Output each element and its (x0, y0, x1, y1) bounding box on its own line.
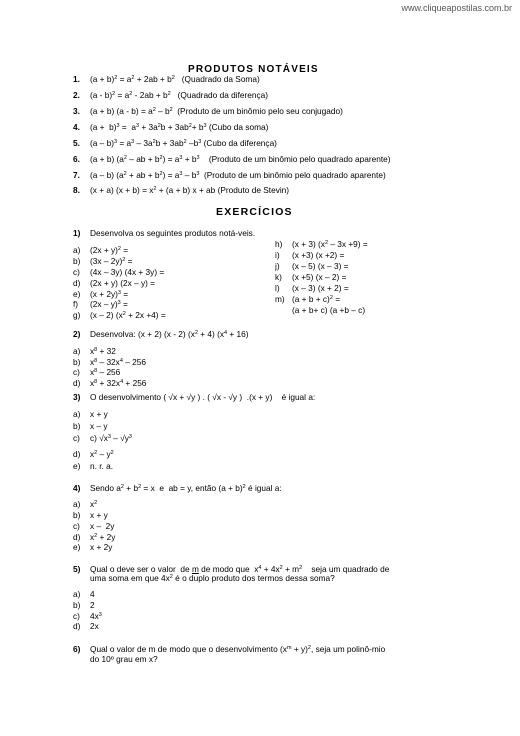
product-formula: $(a + b)^3 = a^3 + 3a^2b + 3ab^2+ b^3$ (Cubo da soma) (90, 122, 269, 132)
option-label: c) (73, 267, 80, 277)
option-text: $4x^3$ (90, 611, 102, 621)
product-number: 5. (73, 138, 80, 148)
option-text: (2x – y)$^3$ = (90, 299, 128, 309)
option-text: (x – 2) $(x^2 + 2x +4)$ = (90, 310, 166, 320)
option-text: $x^2 + 2y$ (90, 532, 116, 542)
option-text: (x +5) (x – 2) = (292, 272, 347, 282)
option-text: 2 (90, 600, 95, 610)
question-number: 6) (73, 644, 81, 654)
product-formula: (a + b) $(a - b) = a^2 - b^2$ (Produto de um binômio pelo seu conjugado) (90, 106, 343, 116)
option-text: x – 2y (90, 521, 115, 531)
option-label: e) (73, 461, 81, 471)
option-label: c) (73, 611, 80, 621)
question-text: Desenvolva os seguintes produtos notá-veis. (90, 228, 256, 238)
option-label: a) (73, 589, 81, 599)
option-label: c) (73, 521, 80, 531)
option-label: a) (73, 409, 81, 419)
product-formula: (a – b) ($a^2$ + ab + $b^2) = a^3 - b^3$ (Produto de um binômio pelo quadrado aparente) (90, 170, 386, 180)
product-formula: $(a + b)^2 = a^2 + 2ab + b^2$ (Quadrado da Soma) (90, 74, 260, 84)
option-text: $x^8 + 32$ (90, 346, 116, 356)
option-label: h) (275, 239, 283, 249)
question-number: 5) (73, 564, 81, 574)
option-label: k) (275, 272, 282, 282)
site-url[interactable]: www.cliqueapostilas.com.br (401, 3, 512, 13)
option-label: e) (73, 542, 81, 552)
option-label: b) (73, 600, 81, 610)
question-text: Qual o valor de m de modo que o desenvolvimento $(x^m + y)^2$, seja um polinô-mio (90, 644, 386, 654)
option-label: a) (73, 346, 81, 356)
question-text: do 10º grau em x? (90, 654, 158, 664)
option-text: (3x – 2y)$^2$ = (90, 256, 133, 266)
option-text: 4 (90, 589, 95, 599)
option-label: g) (73, 310, 81, 320)
option-text: c) $√x^3 - √y^3$ (90, 433, 132, 443)
option-label: f) (73, 299, 79, 309)
option-label: c) (73, 367, 80, 377)
option-label: c) (73, 433, 80, 443)
question-number: 4) (73, 483, 81, 493)
option-text: $x^2$ (90, 499, 98, 509)
question-number: 3) (73, 392, 81, 402)
option-text: $x^8 - 256$ (90, 367, 121, 377)
option-text: (2x + y) (2x – y) = (90, 278, 156, 288)
product-formula: (x + a) $(x + b) = x^2 + (a + b) x$ + ab (Produto de Stevin) (90, 185, 290, 195)
page-title: PRODUTOS NOTÁVEIS (188, 64, 319, 75)
option-text: (x – 5) (x – 3) = (292, 261, 349, 271)
question-number: 2) (73, 329, 81, 339)
exercises-title: EXERCÍCIOS (216, 206, 293, 218)
option-text: 2x (90, 621, 99, 631)
option-label: l) (275, 283, 280, 293)
option-label: b) (73, 357, 81, 367)
product-number: 4. (73, 122, 80, 132)
question-text: Desenvolva: (x + 2) (x - 2) $(x^2 + 4) (x^4 + 16)$ (90, 329, 249, 339)
question-number: 1) (73, 228, 81, 238)
option-text: (x + 3) $(x^2 - 3x +9)$ = (292, 239, 368, 249)
option-text: (a + b+ c) (a +b – c) (292, 305, 366, 315)
question-text: uma soma em que $4x^2$ é o duplo produto dos termos dessa soma? (90, 573, 335, 583)
option-text: $(2x + y)^2$ = (90, 245, 129, 255)
option-label: b) (73, 510, 81, 520)
option-label: a) (73, 499, 81, 509)
question-text: Qual o deve ser o valor de m de modo que $x^4 + 4x^2 + m^2$ seja um quadrado de (90, 564, 390, 574)
option-text: $(x + 2y)^3$ = (90, 289, 129, 299)
option-label: m) (275, 294, 285, 304)
option-label: d) (73, 621, 81, 631)
option-label: d) (73, 532, 81, 542)
product-formula: $(a - b)^3 = a^3 - 3a^2b + 3ab^2$ $-b^3$ (Cubo da diferença) (90, 138, 277, 148)
option-text: n. r. a. (90, 461, 114, 471)
option-label: b) (73, 256, 81, 266)
option-label: a) (73, 245, 81, 255)
option-label: d) (73, 378, 81, 388)
product-number: 1. (73, 74, 80, 84)
question-text: Sendo $a^2 + b^2 = x$ e ab = y, então $(a + b)^2$ é igual a: (90, 483, 282, 493)
product-number: 6. (73, 154, 80, 164)
option-label: j) (275, 261, 280, 271)
option-label: b) (73, 421, 81, 431)
option-label: d) (73, 278, 81, 288)
question-text: O desenvolvimento ( √x + √y ) . ( √x - √y ) .(x + y) é igual a: (90, 392, 316, 402)
option-text: $x^2 - y^2$ (90, 449, 114, 459)
product-number: 2. (73, 90, 80, 100)
product-formula: $(a - b)^2 = a^2 - 2ab + b^2$ (Quadrado da diferença) (90, 90, 269, 100)
product-formula: (a + b) ($a^2$ – ab + $b^2) = a^3 + b^3$ (Produto de um binômio pelo quadrado aparente) (90, 154, 391, 164)
option-text: x + 2y (90, 542, 113, 552)
option-text: x + y (90, 409, 108, 419)
option-text: $x^8 + 32x^4 + 256$ (90, 378, 147, 388)
product-number: 7. (73, 170, 80, 180)
option-label: e) (73, 289, 81, 299)
option-label: d) (73, 449, 81, 459)
product-number: 8. (73, 185, 80, 195)
option-text: x – y (90, 421, 108, 431)
option-text: (4x – 3y) (4x + 3y) = (90, 267, 165, 277)
option-text: (x +3) (x +2) = (292, 250, 345, 260)
option-text: x + y (90, 510, 108, 520)
option-text: (x – 3) (x + 2) = (292, 283, 349, 293)
option-text: $x^8 - 32x^4 - 256$ (90, 357, 146, 367)
option-label: i) (275, 250, 280, 260)
option-text: $(a + b + c)^2$ = (292, 294, 341, 304)
product-number: 3. (73, 106, 80, 116)
